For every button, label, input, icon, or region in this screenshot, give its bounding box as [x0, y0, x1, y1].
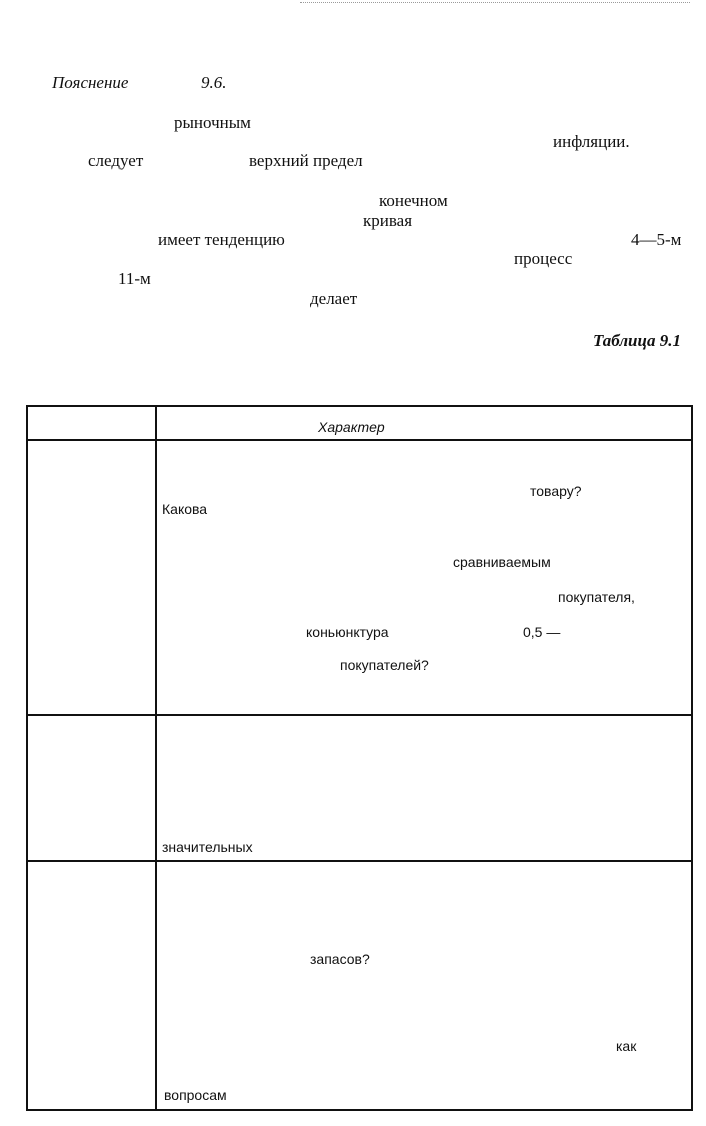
- text-fragment: имеет тенденцию: [158, 230, 285, 249]
- text-fragment: процесс: [514, 249, 573, 268]
- text-fragment: рыночным: [174, 113, 251, 132]
- text-fragment: конечном: [379, 191, 448, 210]
- scan-noise-line: [300, 2, 690, 3]
- table-cell-text: товару?: [530, 483, 582, 499]
- table-cell-text: вопросам: [164, 1087, 227, 1103]
- explanation-label: Пояснение: [52, 73, 129, 92]
- table-cell-text: коньюнктура: [306, 624, 389, 640]
- table-header-label: Характер: [318, 419, 385, 435]
- text-fragment: верхний предел: [249, 151, 363, 170]
- text-fragment: следует: [88, 151, 144, 170]
- table-cell-text: Какова: [162, 501, 208, 517]
- table-cell-text: как: [616, 1038, 637, 1054]
- text-fragment: 11-м: [118, 269, 151, 288]
- table-cell-text: значительных: [162, 839, 253, 855]
- table-cell-text: покупателя,: [558, 589, 635, 605]
- table-caption: Таблица 9.1: [593, 331, 681, 350]
- table-cell-text: запасов?: [310, 951, 370, 967]
- explanation-number: 9.6.: [201, 73, 227, 92]
- table-cell-text: покупателей?: [340, 657, 429, 673]
- text-fragment: кривая: [363, 211, 413, 230]
- table-cell-text: сравниваемым: [453, 554, 551, 570]
- text-fragment: 4—5-м: [631, 230, 682, 249]
- table-header-divider: [26, 439, 693, 441]
- table: [26, 405, 693, 1111]
- text-fragment: делает: [310, 289, 358, 308]
- table-row-divider: [26, 860, 693, 862]
- table-cell-text: 0,5 —: [523, 624, 561, 640]
- table-column-divider: [155, 405, 157, 1111]
- table-row-divider: [26, 714, 693, 716]
- text-fragment: инфляции.: [553, 132, 630, 151]
